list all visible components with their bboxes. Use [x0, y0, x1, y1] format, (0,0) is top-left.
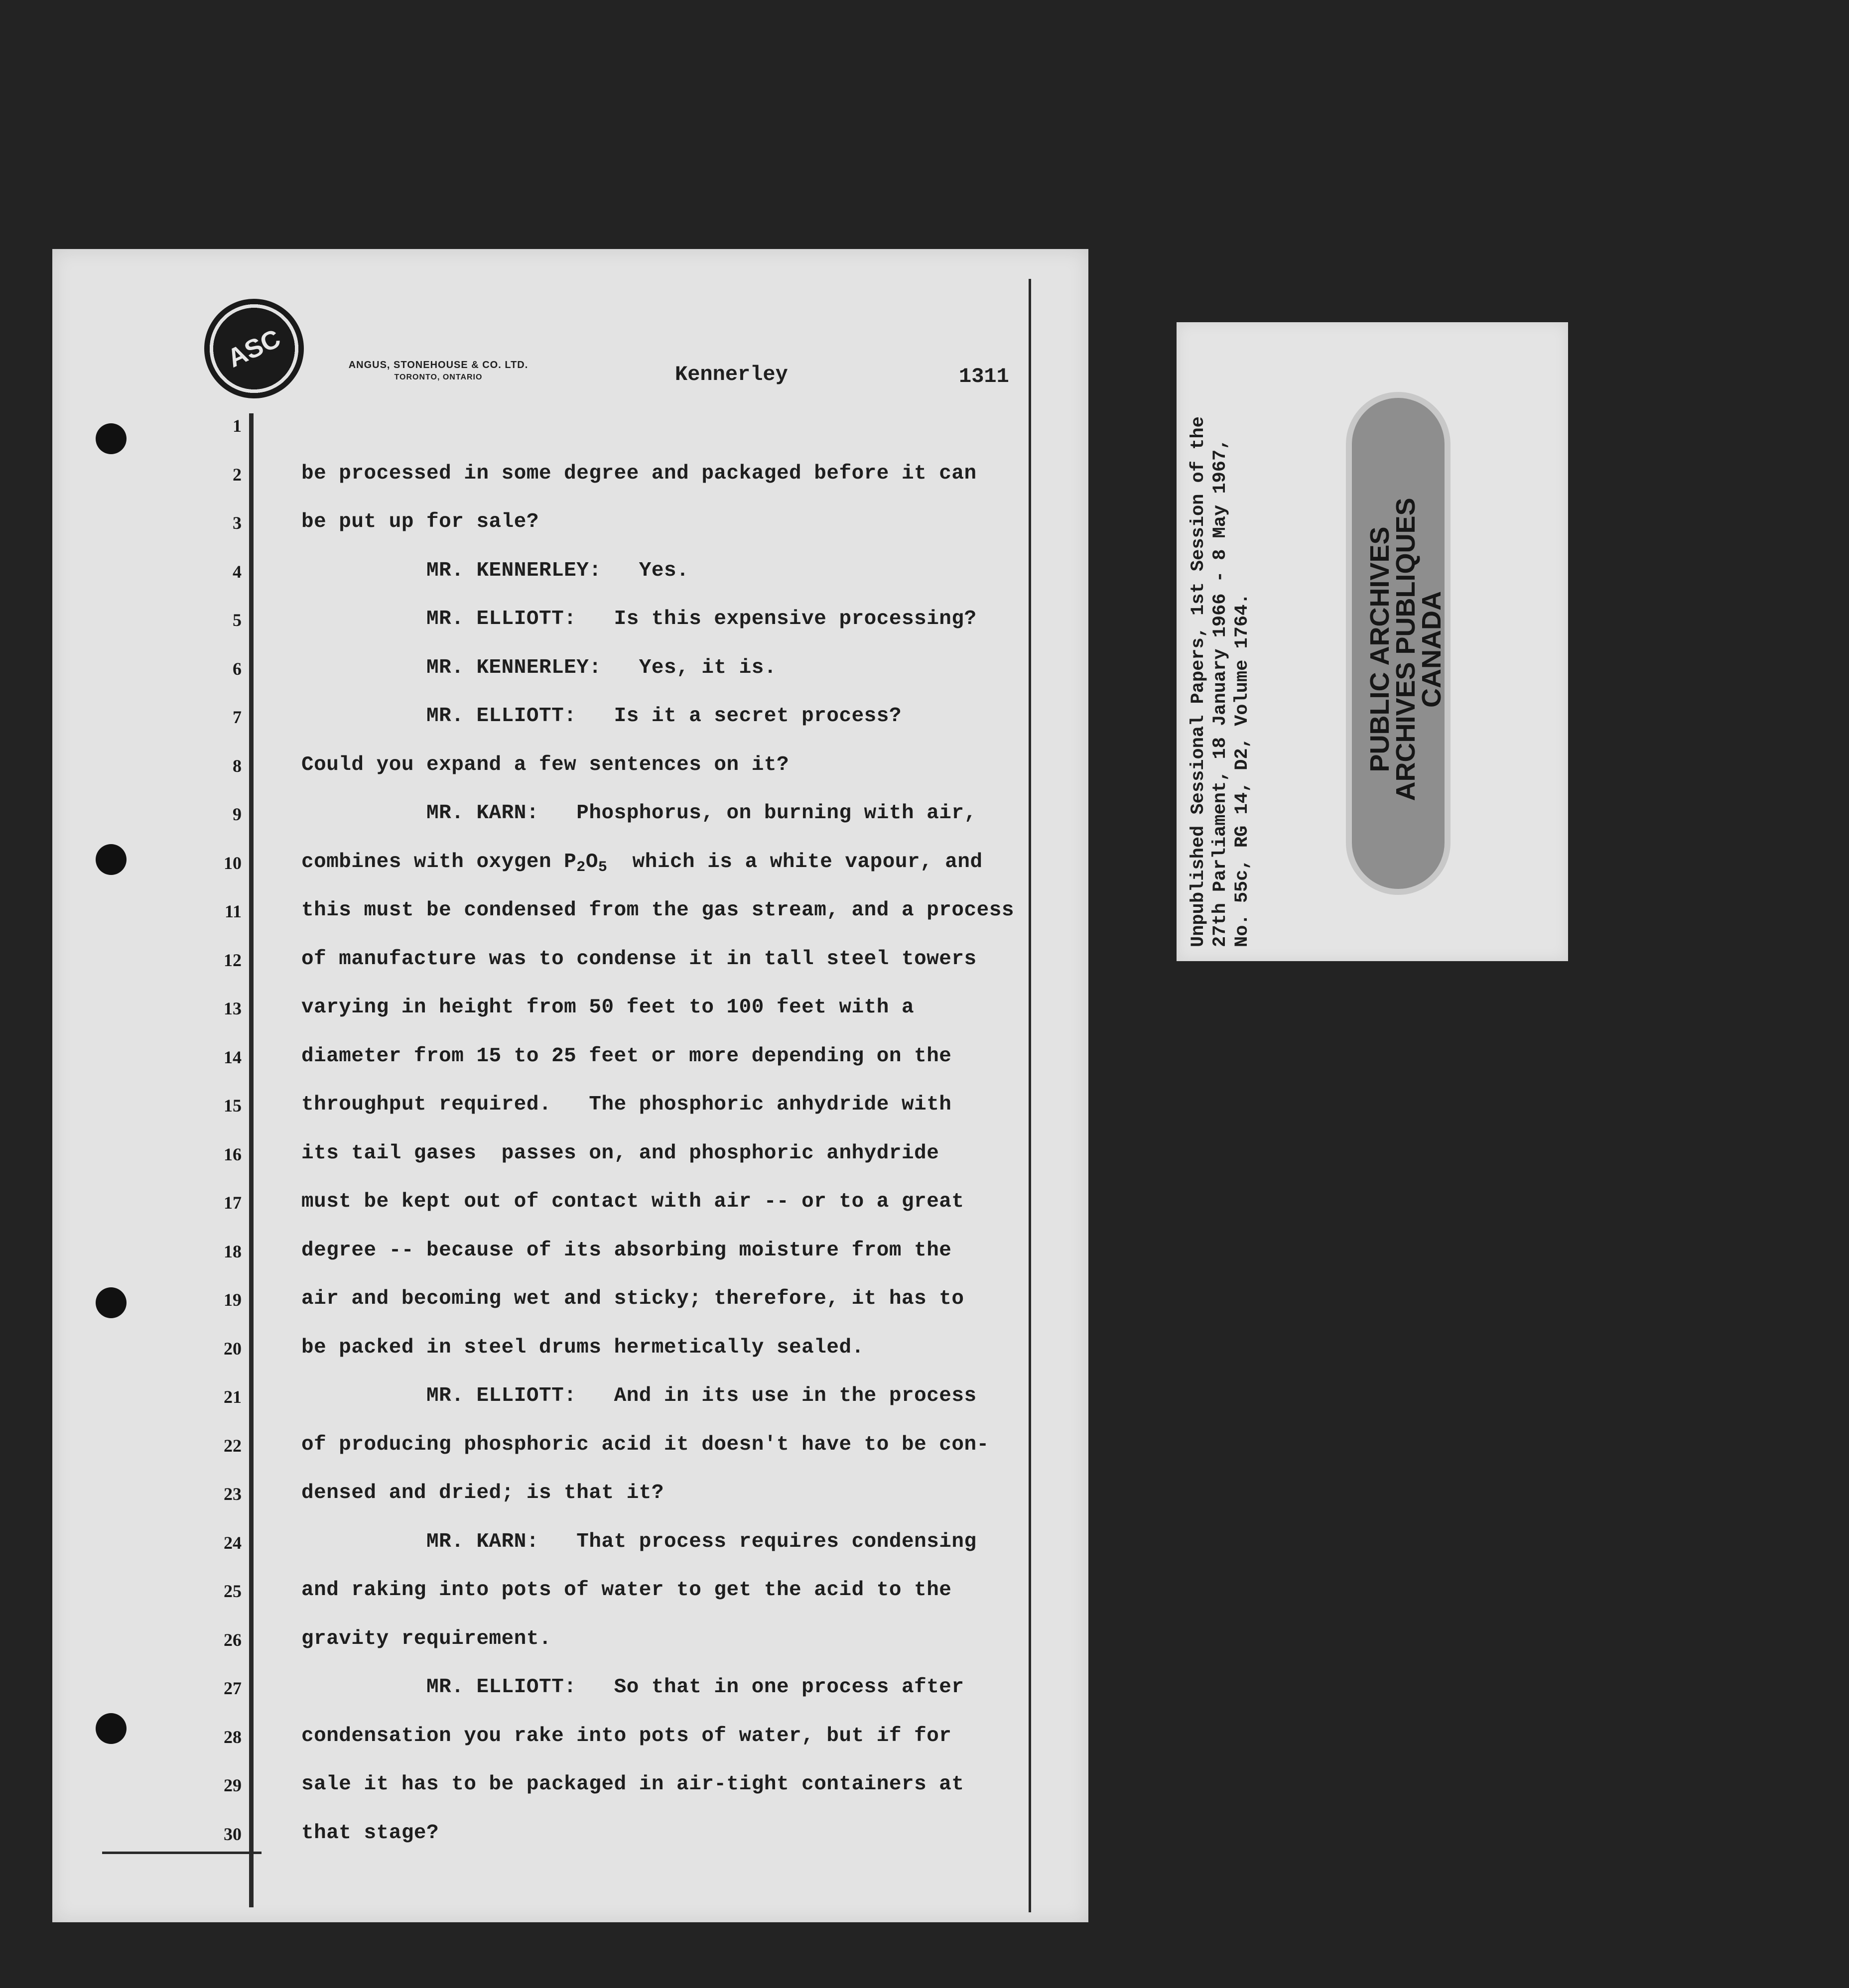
transcript-line: MR. ELLIOTT: Is it a secret process? — [301, 705, 902, 728]
archive-label-card — [1177, 322, 1568, 961]
line-number: 17 — [224, 1193, 242, 1213]
line-number: 26 — [224, 1629, 242, 1650]
transcript-line: be put up for sale? — [301, 510, 539, 533]
line-number: 6 — [233, 658, 242, 679]
line-number: 7 — [233, 707, 242, 727]
transcript-line: densed and dried; is that it? — [301, 1482, 664, 1504]
transcript-line: its tail gases passes on, and phosphoric anhydride — [301, 1141, 939, 1165]
page-number: 1311 — [959, 365, 1009, 388]
stamp-line: PUBLIC ARCHIVES — [1365, 526, 1395, 772]
archives-stamp — [1346, 392, 1451, 895]
transcript-line: throughput required. The phosphoric anhydride with — [301, 1093, 952, 1116]
line-number: 18 — [224, 1241, 242, 1261]
citation-line: No. 55c, RG 14, D2, Volume 1764. — [1232, 593, 1253, 947]
line-number: 4 — [233, 561, 242, 582]
transcript-line — [301, 851, 983, 876]
transcript-line: sale it has to be packaged in air-tight containers at — [301, 1773, 964, 1796]
transcript-line: MR. KENNERLEY: Yes. — [301, 559, 689, 582]
binder-hole — [96, 844, 127, 875]
line-text: which is a white vapour, and — [607, 850, 983, 873]
transcript-line: that stage? — [301, 1821, 439, 1845]
margin-rule — [249, 413, 254, 1907]
line-text: O — [585, 850, 598, 873]
line-number: 27 — [224, 1678, 242, 1698]
binder-hole — [96, 1713, 127, 1744]
citation-line: Unpublished Sessional Papers, 1st Session of the — [1188, 416, 1209, 947]
line-number: 24 — [224, 1532, 242, 1553]
firm-name: ANGUS, STONEHOUSE & CO. LTD. — [348, 360, 528, 371]
transcript-page — [52, 249, 1088, 1922]
citation-line: 27th Parliament, 18 January 1966 - 8 May 1967, — [1210, 438, 1231, 947]
line-number: 16 — [224, 1144, 242, 1164]
stamp-text — [1365, 383, 1447, 916]
transcript-line: condensation you rake into pots of water, but if for — [301, 1724, 952, 1747]
line-number: 15 — [224, 1096, 242, 1116]
witness-name: Kennerley — [675, 363, 788, 386]
line-number: 1 — [233, 416, 242, 436]
line-number: 23 — [224, 1484, 242, 1504]
subscript: 5 — [598, 859, 608, 876]
subscript: 2 — [576, 859, 586, 876]
line-number: 8 — [233, 755, 242, 776]
transcript-line: MR. ELLIOTT: So that in one process after — [301, 1676, 964, 1699]
line-number: 22 — [224, 1435, 242, 1456]
line-number: 10 — [224, 853, 242, 873]
line-number: 14 — [224, 1047, 242, 1067]
firm-seal-logo: ASC — [204, 299, 304, 398]
line-number: 25 — [224, 1581, 242, 1601]
stamp-line: CANADA — [1417, 591, 1447, 708]
binder-hole — [96, 1287, 127, 1318]
line-number: 11 — [224, 901, 242, 921]
footer-rule — [102, 1852, 262, 1854]
transcript-line: MR. ELLIOTT: Is this expensive processing? — [301, 608, 977, 630]
line-number: 2 — [233, 464, 242, 485]
transcript-line: of manufacture was to condense it in tall steel towers — [301, 947, 977, 971]
line-number: 13 — [224, 998, 242, 1018]
transcript-line: varying in height from 50 feet to 100 feet with a — [301, 996, 915, 1019]
right-margin-rule — [1029, 279, 1031, 1912]
transcript-line: degree -- because of its absorbing moisture from the — [301, 1239, 952, 1262]
line-number: 28 — [224, 1727, 242, 1747]
line-number: 3 — [233, 513, 242, 533]
line-text: combines with oxygen P — [301, 850, 577, 873]
transcript-line: air and becoming wet and sticky; therefore, it has to — [301, 1287, 964, 1310]
transcript-line: diameter from 15 to 25 feet or more depending on the — [301, 1044, 952, 1068]
transcript-line: MR. ELLIOTT: And in its use in the process — [301, 1384, 977, 1407]
transcript-line: be packed in steel drums hermetically sealed. — [301, 1336, 864, 1359]
firm-city: TORONTO, ONTARIO — [394, 373, 483, 381]
binder-hole — [96, 423, 127, 454]
transcript-line: must be kept out of contact with air -- or to a great — [301, 1190, 964, 1213]
line-number: 12 — [224, 950, 242, 970]
firm-heading — [321, 360, 555, 382]
transcript-line: MR. KARN: Phosphorus, on burning with air, — [301, 802, 977, 825]
line-number: 29 — [224, 1775, 242, 1795]
transcript-line: be processed in some degree and packaged before it can — [301, 462, 977, 485]
transcript-line: Could you expand a few sentences on it? — [301, 753, 790, 776]
line-number: 20 — [224, 1338, 242, 1359]
stamp-line: ARCHIVES PUBLIQUES — [1391, 497, 1421, 801]
line-number: 30 — [224, 1824, 242, 1844]
transcript-line: and raking into pots of water to get the acid to the — [301, 1579, 952, 1602]
transcript-line: this must be condensed from the gas stream, and a process — [301, 899, 1014, 922]
line-number: 9 — [233, 804, 242, 824]
line-number: 21 — [224, 1387, 242, 1407]
transcript-line: gravity requirement. — [301, 1627, 552, 1650]
line-number: 19 — [224, 1290, 242, 1310]
archive-citation — [1188, 330, 1253, 947]
transcript-line: MR. KENNERLEY: Yes, it is. — [301, 656, 777, 679]
transcript-line: MR. KARN: That process requires condensing — [301, 1530, 977, 1553]
line-number: 5 — [233, 610, 242, 630]
transcript-line: of producing phosphoric acid it doesn't have to be con- — [301, 1433, 989, 1456]
